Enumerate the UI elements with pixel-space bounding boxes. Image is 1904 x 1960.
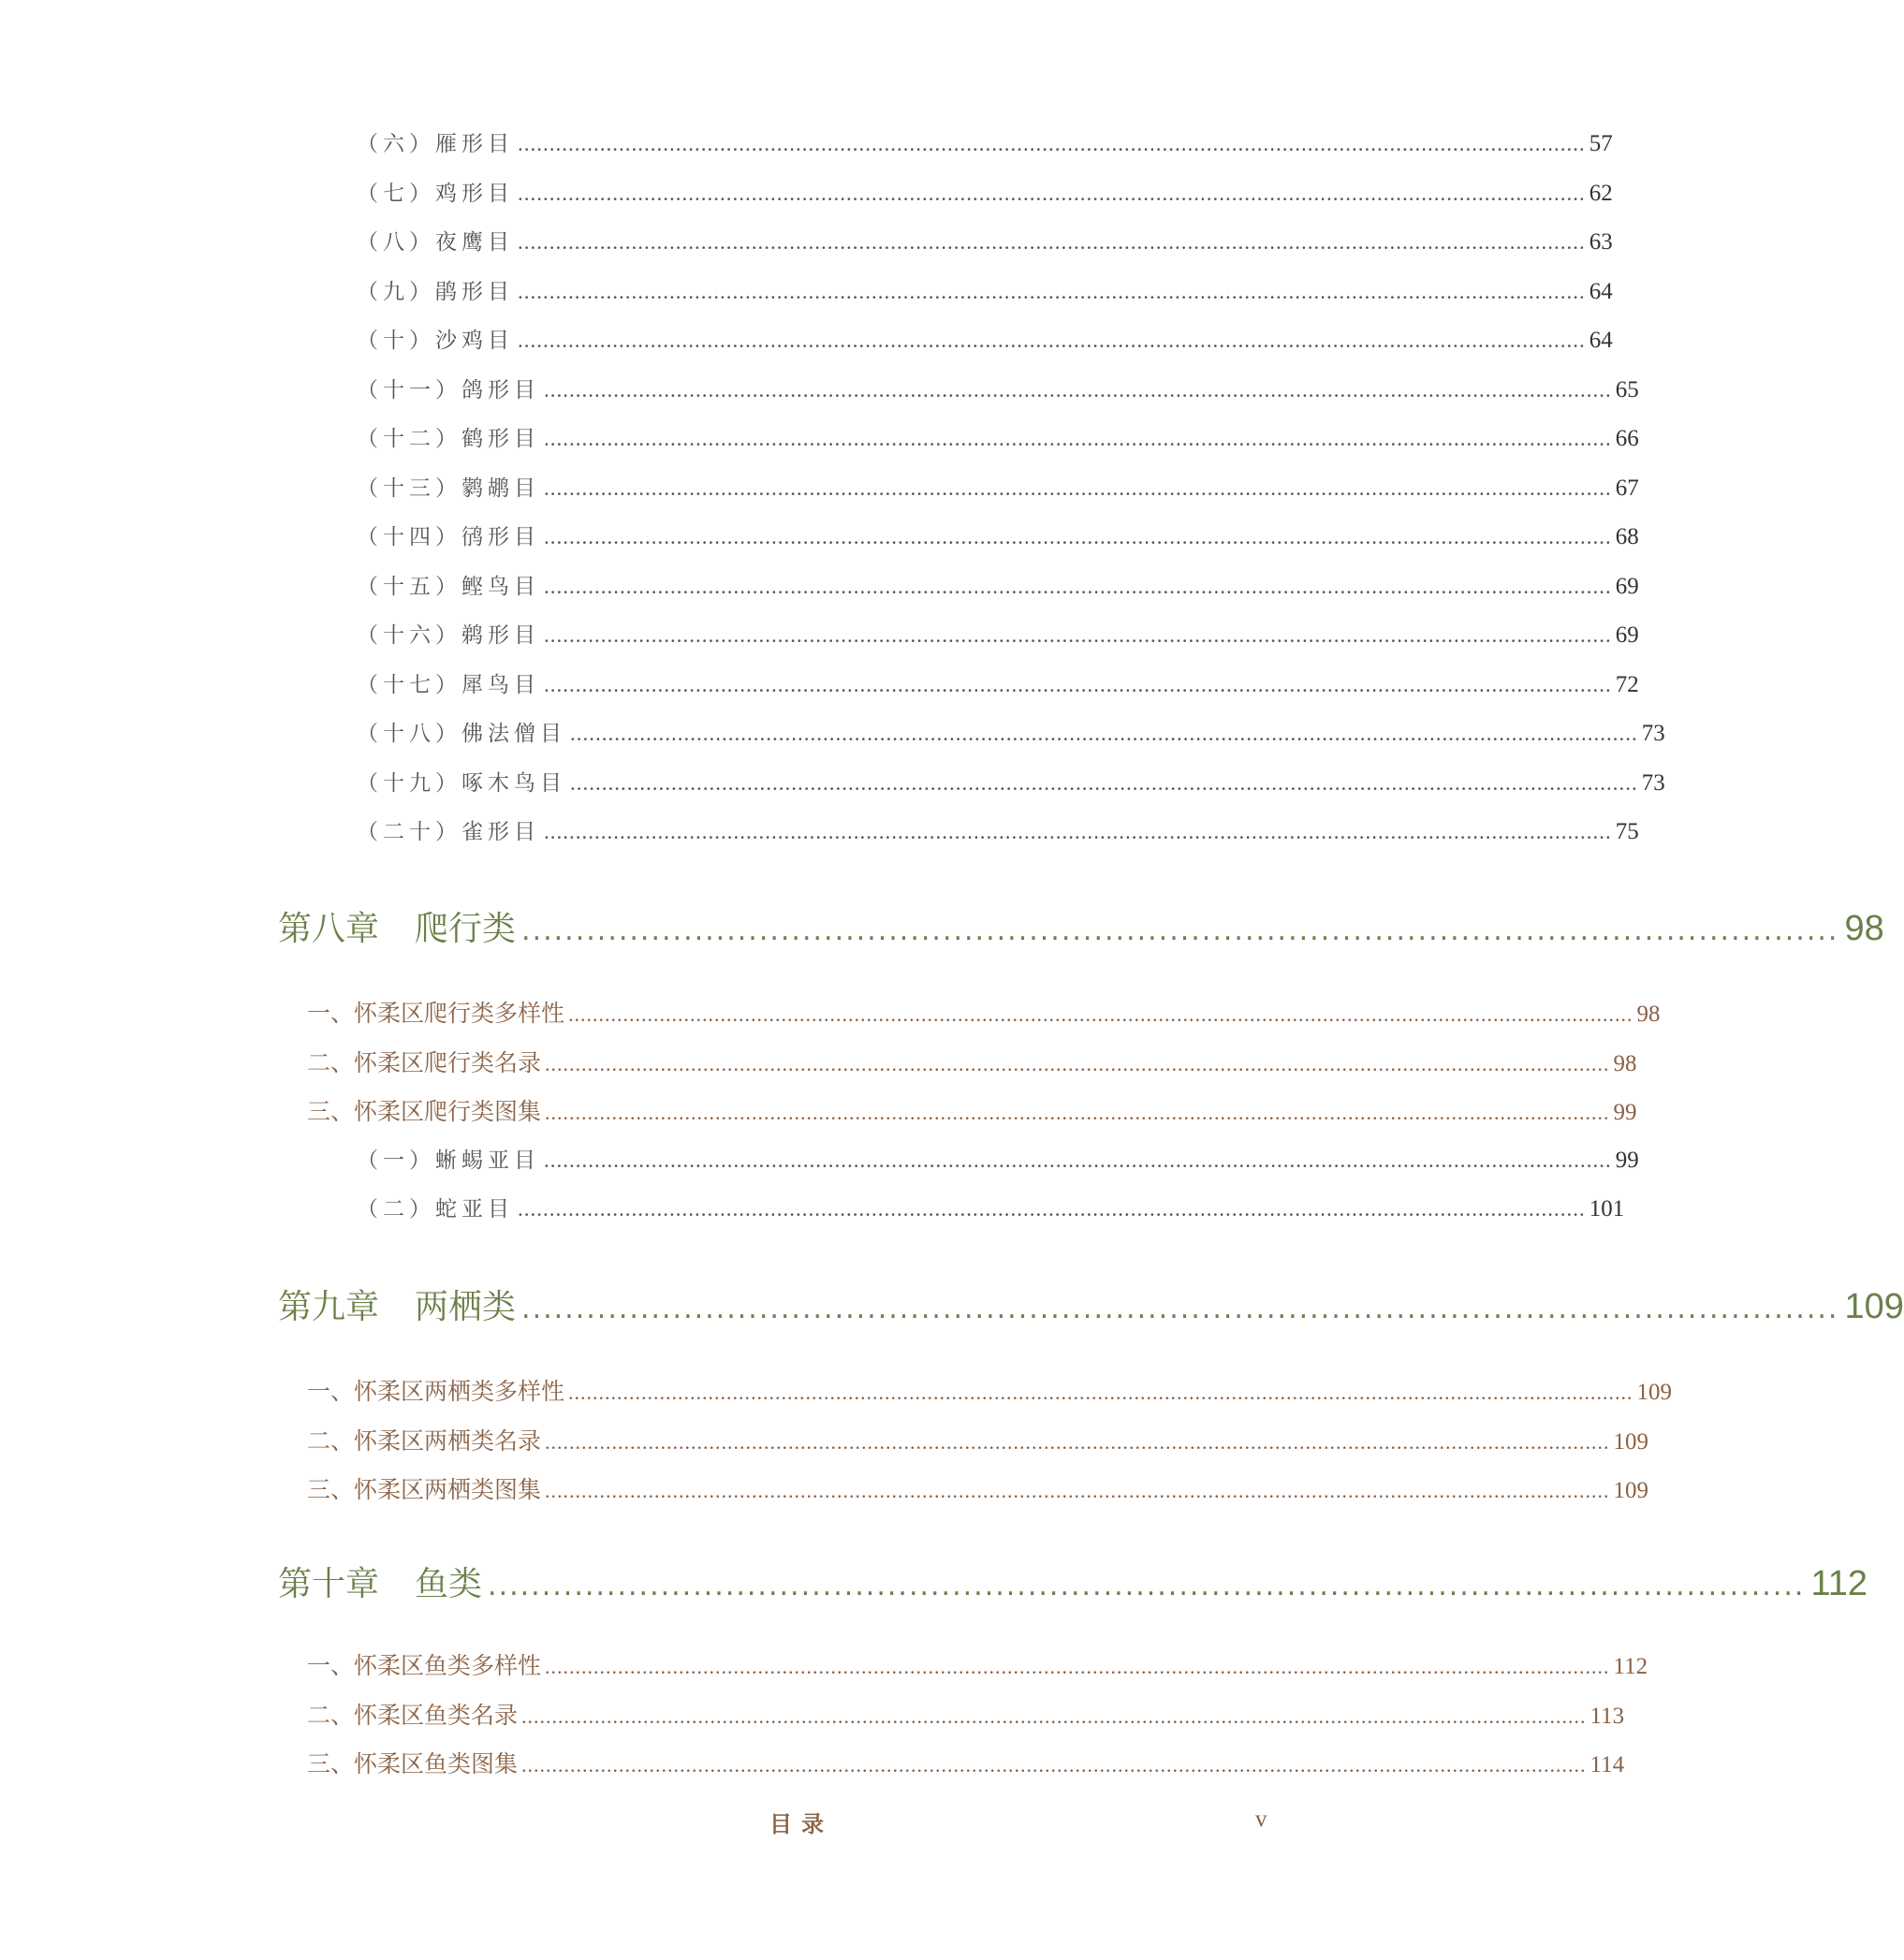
entry-page: 66: [1615, 426, 1639, 451]
toc-section[interactable]: [307, 1423, 1649, 1460]
toc-entry[interactable]: [357, 667, 1639, 705]
toc-entry[interactable]: [357, 225, 1613, 262]
entry-title: （二十）雀形目: [357, 820, 540, 844]
dot-leader: ...............................................................................................................................................................................: [545, 1430, 1610, 1454]
chapter-label: 第八章: [278, 910, 380, 948]
toc-entry[interactable]: [357, 814, 1639, 852]
chapter-label: 第十章: [278, 1565, 380, 1603]
entry-title: （十二）鹤形目: [357, 427, 540, 451]
entry-title: （十八）佛法僧目: [357, 722, 566, 746]
dot-leader: .........................................................................................................................................................................: [570, 722, 1638, 745]
chapter-page: 109: [1844, 1287, 1904, 1326]
toc-entry[interactable]: [357, 766, 1665, 803]
section-page: 112: [1613, 1654, 1648, 1679]
toc-section[interactable]: [307, 1697, 1625, 1734]
toc-section[interactable]: [307, 995, 1661, 1032]
dot-leader: ...............................................................................................................................................................................: [568, 1381, 1633, 1404]
toc-section[interactable]: [307, 1373, 1673, 1411]
chapter-heading-9[interactable]: [278, 1280, 1904, 1337]
dot-leader: .........................................................................................................................................................................: [518, 329, 1586, 352]
entry-page: 64: [1589, 279, 1613, 304]
dot-leader: .........................................................................................................................................................................: [570, 771, 1638, 795]
toc-section[interactable]: [307, 1093, 1637, 1131]
entry-page: 73: [1641, 721, 1665, 746]
toc-section[interactable]: [307, 1045, 1637, 1082]
section-page: 98: [1613, 1051, 1637, 1076]
dot-leader: .........................................................................................................................................................................: [544, 476, 1612, 500]
footer-page-number: v: [1255, 1806, 1267, 1832]
entry-page: 65: [1615, 377, 1639, 402]
entry-title: （八）夜鹰目: [357, 230, 514, 255]
toc-entry[interactable]: [357, 176, 1613, 213]
chapter-title: 爬行类: [415, 910, 517, 948]
dot-leader: ...............................................................................................................................................................................: [521, 1704, 1587, 1728]
toc-entry[interactable]: [357, 126, 1613, 164]
dot-leader: ..........................................................................................................................: [521, 1293, 1839, 1325]
section-title: 二、怀柔区爬行类名录: [307, 1049, 542, 1076]
dot-leader: ..........................................................................................................................: [521, 914, 1839, 947]
entry-page: 99: [1615, 1148, 1639, 1173]
toc-entry[interactable]: [357, 471, 1639, 508]
dot-leader: .........................................................................................................................................................................: [544, 1148, 1612, 1172]
entry-title: （十九）啄木鸟目: [357, 771, 566, 796]
dot-leader: .........................................................................................................................................................................: [518, 132, 1586, 155]
entry-page: 69: [1615, 574, 1639, 599]
section-title: 一、怀柔区爬行类多样性: [307, 1000, 565, 1027]
entry-page: 73: [1641, 770, 1665, 796]
section-title: 一、怀柔区鱼类多样性: [307, 1652, 542, 1679]
entry-title: （十四）鸻形目: [357, 525, 540, 549]
section-title: 二、怀柔区两栖类名录: [307, 1427, 542, 1455]
toc-entry[interactable]: [357, 274, 1613, 312]
entry-title: （九）鹃形目: [357, 280, 514, 304]
entry-title: （二）蛇亚目: [357, 1197, 514, 1221]
chapter-page: 112: [1810, 1564, 1868, 1603]
dot-leader: .........................................................................................................................................................................: [544, 427, 1612, 450]
toc-entry[interactable]: [357, 323, 1613, 360]
entry-page: 67: [1615, 475, 1639, 501]
section-title: 一、怀柔区两栖类多样性: [307, 1378, 565, 1405]
dot-leader: .........................................................................................................................................................................: [518, 1197, 1586, 1221]
dot-leader: .........................................................................................................................................................................: [518, 280, 1586, 303]
entry-title: （十六）鹈形目: [357, 623, 540, 648]
entry-title: （一）蜥蜴亚目: [357, 1148, 540, 1173]
entry-page: 57: [1589, 131, 1613, 156]
toc-entry[interactable]: [357, 569, 1639, 607]
section-page: 109: [1613, 1478, 1649, 1503]
dot-leader: ...............................................................................................................................................................................: [545, 1052, 1610, 1075]
section-title: 三、怀柔区两栖类图集: [307, 1476, 542, 1503]
section-page: 99: [1613, 1100, 1637, 1125]
dot-leader: .........................................................................................................................................................................: [544, 623, 1612, 647]
chapter-heading-10[interactable]: [278, 1558, 1868, 1614]
dot-leader: .........................................................................................................................................................................: [544, 673, 1612, 696]
dot-leader: ...............................................................................................................................................................................: [521, 1753, 1587, 1777]
entry-title: （十五）鲣鸟目: [357, 575, 540, 599]
toc-section[interactable]: [307, 1471, 1649, 1509]
toc-section[interactable]: [307, 1647, 1648, 1685]
dot-leader: .........................................................................................................................................................................: [518, 182, 1586, 205]
section-page: 109: [1613, 1429, 1649, 1455]
section-title: 三、怀柔区鱼类图集: [307, 1750, 519, 1777]
chapter-label: 第九章: [278, 1288, 380, 1326]
section-title: 二、怀柔区鱼类名录: [307, 1702, 519, 1729]
entry-page: 69: [1615, 622, 1639, 648]
chapter-page: 98: [1844, 909, 1884, 948]
entry-page: 68: [1615, 524, 1639, 549]
entry-title: （十）沙鸡目: [357, 329, 514, 353]
entry-title: （十七）犀鸟目: [357, 673, 540, 697]
dot-leader: ...............................................................................................................................................................................: [545, 1655, 1610, 1678]
entry-page: 75: [1615, 819, 1639, 844]
chapter-title: 两栖类: [415, 1288, 517, 1326]
section-page: 113: [1589, 1704, 1625, 1729]
section-page: 114: [1589, 1752, 1625, 1777]
section-title: 三、怀柔区爬行类图集: [307, 1098, 542, 1125]
toc-entry[interactable]: [357, 421, 1639, 459]
dot-leader: .........................................................................................................................................................................: [544, 820, 1612, 843]
toc-entry[interactable]: [357, 1192, 1625, 1229]
entry-title: （十一）鸽形目: [357, 378, 540, 402]
chapter-heading-8[interactable]: [278, 902, 1884, 958]
toc-entry[interactable]: [357, 373, 1639, 410]
toc-entry[interactable]: [357, 1143, 1639, 1180]
section-page: 109: [1636, 1380, 1673, 1405]
entry-page: 63: [1589, 229, 1613, 255]
dot-leader: .........................................................................................................................................................................: [544, 575, 1612, 598]
dot-leader: .........................................................................................................................................................................: [544, 525, 1612, 549]
entry-page: 101: [1589, 1196, 1625, 1221]
toc-entry[interactable]: [357, 519, 1639, 557]
toc-section[interactable]: [307, 1746, 1625, 1783]
entry-page: 72: [1615, 672, 1639, 697]
section-page: 98: [1636, 1002, 1661, 1027]
toc-entry[interactable]: [357, 618, 1639, 655]
dot-leader: .........................................................................................................................................................................: [518, 230, 1586, 254]
dot-leader: ...............................................................................................................................................................................: [568, 1002, 1633, 1026]
dot-leader: ..........................................................................................................................: [488, 1570, 1806, 1602]
entry-title: （十三）鹲鹕目: [357, 476, 540, 501]
dot-leader: .........................................................................................................................................................................: [544, 378, 1612, 402]
entry-page: 64: [1589, 328, 1613, 353]
dot-leader: ...............................................................................................................................................................................: [545, 1101, 1610, 1124]
entry-page: 62: [1589, 181, 1613, 206]
toc-entry[interactable]: [357, 716, 1665, 753]
chapter-title: 鱼类: [415, 1565, 483, 1603]
entry-title: （六）雁形目: [357, 132, 514, 156]
entry-title: （七）鸡形目: [357, 182, 514, 206]
dot-leader: ...............................................................................................................................................................................: [545, 1479, 1610, 1502]
footer-section-label: 目录: [769, 1811, 833, 1837]
